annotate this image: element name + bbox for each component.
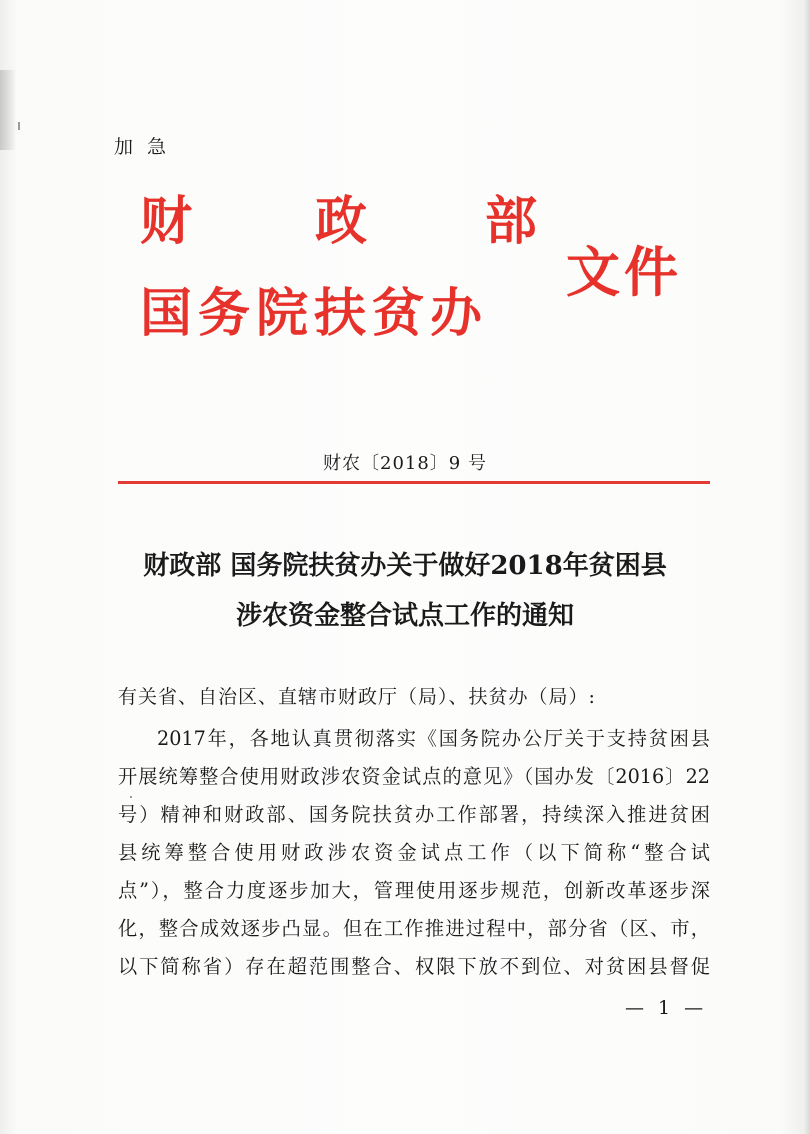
issuer-line-poverty-alleviation-office: 国务院扶贫办 [140, 284, 489, 344]
issuer-char: 政 [315, 192, 368, 252]
body-line: 点”），整合力度逐步加大，管理使用逐步规范，创新改革逐步深 [118, 879, 710, 902]
issuer-char: 财 [140, 192, 193, 252]
document-number: 财农〔2018〕9 号 [323, 453, 487, 474]
red-separator-line [118, 481, 710, 484]
body-line: 化，整合成效逐步凸显。但在工作推进过程中，部分省（区、市， [118, 917, 710, 940]
body-line: 以下简称省）存在超范围整合、权限下放不到位、对贫困县督促 [118, 955, 710, 978]
urgency-label: 加急 [114, 136, 181, 158]
body-line: 2017年，各地认真贯彻落实《国务院办公厅关于支持贫困县 [157, 727, 710, 750]
scan-speck [18, 122, 20, 130]
body-line: 县统筹整合使用财政涉农资金试点工作（以下简称“整合试 [118, 841, 710, 864]
document-title-line-1: 财政部 国务院扶贫办关于做好2018年贫困县 [143, 551, 667, 581]
issuer-line-ministry-of-finance [140, 192, 538, 252]
body-line: 号）精神和财政部、国务院扶贫办工作部署，持续深入推进贫困 [118, 803, 710, 826]
issuer-char: 部 [485, 192, 538, 252]
salutation: 有关省、自治区、直辖市财政厅（局）、扶贫办（局）: [118, 686, 596, 708]
page-number: — 1 — [625, 997, 708, 1019]
body-line: 开展统筹整合使用财政涉农资金试点的意见》（国办发〔2016〕22 [118, 765, 710, 788]
scan-speck [130, 796, 132, 798]
document-title-line-2: 涉农资金整合试点工作的通知 [235, 601, 574, 631]
document-type-label: 文件 [566, 241, 682, 304]
scan-shadow-left [0, 70, 16, 150]
